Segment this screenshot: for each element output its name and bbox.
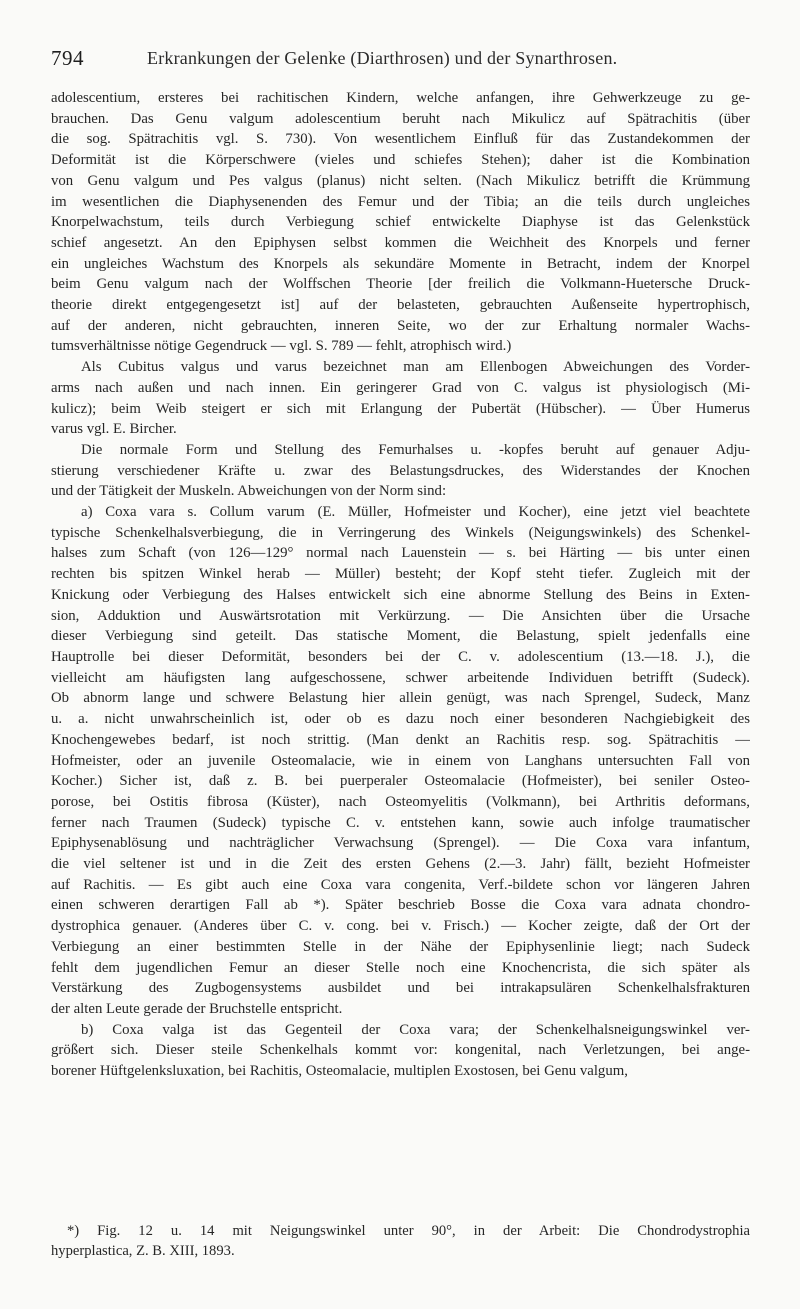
- text-line: porose, bei Ostitis fibrosa (Küster), nach Osteomyelitis (Volkmann), bei Arthritis deformans,: [51, 793, 750, 810]
- text-line: a) Coxa vara s. Collum varum (E. Müller, Hofmeister und Kocher), eine jetzt viel beachtete: [81, 504, 750, 521]
- text-line: Die normale Form und Stellung des Femurhalses u. -kopfes beruht auf genauer Adju-: [81, 441, 750, 458]
- running-title: Erkrankungen der Gelenke (Diarthrosen) und der Synarthrosen.: [147, 48, 618, 68]
- text-line: arms nach außen und nach innen. Ein geringerer Grad von C. valgus ist physiologisch (Mi-: [51, 379, 750, 396]
- text-line: die viel seltener ist und in die Zeit des ersten Gehens (2.—3. Jahr) fällt, bezieht Hofmeister: [51, 856, 750, 873]
- text-line: im wesentlichen die Diaphysenenden des Femur und der Tibia; an die teils durch ungleiches: [51, 193, 750, 210]
- text-line: brauchen. Das Genu valgum adolescentium beruht nach Mikulicz auf Spätrachitis (über: [51, 110, 750, 127]
- text-line: Hauptrolle bei dieser Deformität, besonders bei der C. v. adolescentium (13.—18. J.), die: [51, 648, 750, 665]
- text-line: der alten Leute gerade der Bruchstelle entspricht.: [51, 1000, 343, 1017]
- text-line: Hofmeister, oder an juvenile Osteomalacie, wie in einem von Langhans untersuchten Fall von: [51, 752, 750, 769]
- text-line: sion, Adduktion und Auswärtsrotation mit Verkürzung. — Die Ansichten über die Ursache: [51, 607, 750, 624]
- text-line: die sog. Spätrachitis vgl. S. 730). Von wesentlichem Einfluß für das Zustandekommen der: [51, 131, 750, 148]
- text-line: dystrophica genauer. (Anderes über C. v. cong. bei v. Frisch.) — Kocher zeigte, daß der Ort der: [51, 918, 750, 935]
- page-header: [51, 46, 751, 76]
- footnote-line: hyperplastica, Z. B. XIII, 1893.: [51, 1242, 235, 1259]
- text-line: Knickung oder Verbiegung des Halses entwickelt sich eine abnorme Stellung des Beins in Exten-: [51, 586, 750, 603]
- text-line: varus vgl. E. Bircher.: [51, 421, 177, 438]
- text-line: Als Cubitus valgus und varus bezeichnet man am Ellenbogen Abweichungen des Vorder-: [81, 359, 750, 376]
- text-line: typische Schenkelhalsverbiegung, die in Verringerung des Winkels (Neigungswinkels) des Schenkel-: [51, 524, 750, 541]
- text-line: Verstärkung des Zugbogensystems ausbildet und bei intrakapsulären Schenkelhalsfrakturen: [51, 980, 750, 997]
- text-line: dieser Verbiegung sind geteilt. Das statische Moment, die Belastung, spielt jedenfalls eine: [51, 628, 750, 645]
- text-line: schief angesetzt. An den Epiphysen selbst kommen die Weichheit des Knorpels und ferner: [51, 234, 750, 251]
- footnote-line: *) Fig. 12 u. 14 mit Neigungswinkel unter 90°, in der Arbeit: Die Chondrodystrophia: [67, 1223, 750, 1239]
- text-line: von Genu valgum und Pes valgus (planus) nicht selten. (Nach Mikulicz betrifft die Krümmung: [51, 172, 750, 189]
- text-line: Verbiegung an einer bestimmten Stelle in der Nähe der Epiphysenlinie liegt; nach Sudeck: [51, 938, 750, 955]
- text-line: tumsverhältnisse nötige Gegendruck — vgl. S. 789 — fehlt, atrophisch wird.): [51, 338, 512, 355]
- text-line: theorie direkt entgegengesetzt ist] auf der belasteten, gebrauchten Außenseite hypertrophisch,: [51, 297, 750, 314]
- text-line: fehlt dem jugendlichen Femur an dieser Stelle noch eine Knochencrista, die sich später als: [51, 959, 750, 976]
- text-line: b) Coxa valga ist das Gegenteil der Coxa vara; der Schenkelhalsneigungswinkel ver-: [81, 1021, 750, 1038]
- text-line: größert sich. Dieser steile Schenkelhals kommt vor: kongenital, nach Verletzungen, bei ange-: [51, 1042, 750, 1059]
- text-line: Epiphysenablösung und nachträglicher Verwachsung (Sprengel). — Die Coxa vara infantum,: [51, 835, 750, 852]
- text-line: halses zum Schaft (von 126—129° normal nach Lauenstein — s. bei Härting — bis unter einen: [51, 545, 750, 562]
- text-line: Deformität ist die Körperschwere (vieles und schiefes Stehen); daher ist die Kombination: [51, 152, 750, 169]
- text-line: und der Tätigkeit der Muskeln. Abweichungen von der Norm sind:: [51, 483, 447, 500]
- text-line: u. a. nicht unwahrscheinlich ist, oder ob es dazu noch einer besonderen Nachgiebigkeit des: [51, 711, 750, 728]
- body-text: [51, 88, 750, 1082]
- text-line: beim Genu valgum nach der Wolffschen Theorie [der freilich die Volkmann-Huetersche Druck-: [51, 276, 750, 293]
- text-line: auf der anderen, nicht gebrauchten, inneren Seite, wo der zur Erhaltung normaler Wachs-: [51, 317, 750, 334]
- text-line: borener Hüftgelenksluxation, bei Rachitis, Osteomalacie, multiplen Exostosen, bei Genu valgum,: [51, 1063, 628, 1080]
- text-line: Knorpelwachstum, teils durch Verbiegung schief entwickelte Diaphyse ist das Gelenkstück: [51, 214, 750, 231]
- text-line: ein ungleiches Wachstum des Knorpels als sekundäre Momente in Betracht, indem der Knorpel: [51, 255, 750, 272]
- text-line: auf Rachitis. — Es gibt auch eine Coxa vara congenita, Verf.-bildete schon vor längeren Jahren: [51, 876, 750, 893]
- text-line: Knochengewebes bedarf, ist noch strittig. (Man denkt an Rachitis resp. sog. Spätrachitis —: [51, 731, 750, 748]
- text-line: kulicz); beim Weib steigert er sich mit Erlangung der Pubertät (Hübscher). — Über Humerus: [51, 400, 750, 417]
- page-number: 794: [51, 46, 84, 70]
- text-line: stierung verschiedener Kräfte u. zwar des Belastungsdruckes, des Widerstandes der Knochen: [51, 462, 750, 479]
- text-line: Ob abnorm lange und schwere Belastung hier allein genügt, was nach Sprengel, Sudeck, Manz: [51, 690, 750, 707]
- text-line: Kocher.) Sicher ist, daß z. B. bei puerperaler Osteomalacie (Hofmeister), bei seniler Osteo-: [51, 773, 750, 790]
- text-line: vielleicht am häufigsten lang aufgeschossene, schwer arbeitende Individuen betrifft (Sudeck).: [51, 669, 750, 686]
- footnote: [51, 1222, 750, 1261]
- text-line: einen schweren derartigen Fall ab *). Später beschrieb Bosse die Coxa vara adnata chondro-: [51, 897, 750, 914]
- text-line: ferner nach Traumen (Sudeck) typische C. v. entstehen kann, sowie auch infolge traumatischer: [51, 814, 750, 831]
- text-line: adolescentium, ersteres bei rachitischen Kindern, welche anfangen, ihre Gehwerkzeuge zu ge-: [51, 90, 750, 106]
- text-line: rechten bis spitzen Winkel herab — Müller) besteht; der Kopf steht tiefer. Zugleich mit der: [51, 566, 750, 583]
